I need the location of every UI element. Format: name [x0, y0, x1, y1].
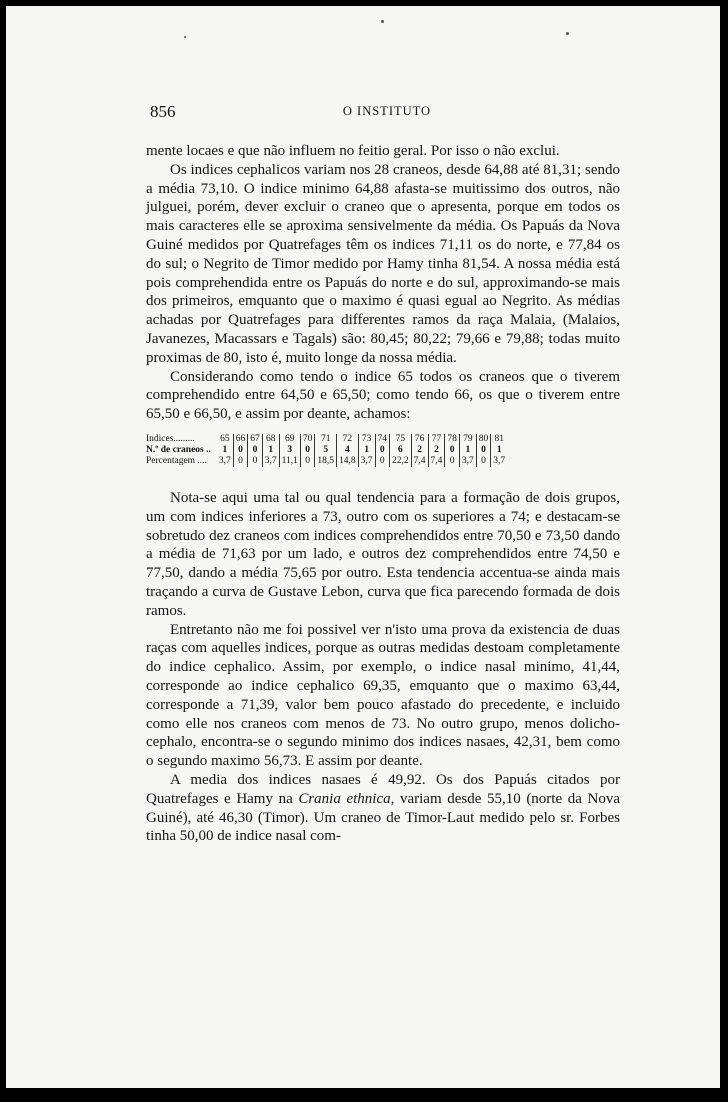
table-cell: 0	[445, 445, 460, 456]
table-cell: 0	[476, 456, 491, 467]
page-header	[150, 102, 624, 124]
table-cell: 5	[315, 445, 337, 456]
row-label: Percentagem ....	[146, 455, 207, 466]
table-cell: 2	[411, 445, 428, 456]
table-cell: 66	[233, 434, 248, 445]
table-cell: 11,1	[279, 456, 300, 467]
table-cell: 0	[233, 456, 248, 467]
table-cell: 3,7	[218, 455, 231, 466]
italic-title: Crania ethnica,	[298, 790, 395, 807]
page-number: 856	[150, 102, 176, 121]
paragraph: Os indices cephalicos variam nos 28 craneos, desde 64,88 até 81,31; sendo a média 73,10. O indice minimo 64,88 afasta-se muitissimo dos outros, não julguei, porém, dever excluir o craneo que o apresenta, porque em todos os mais caracteres elle se aproxima sensivelmente da média. Os Papuás da Nova Guiné medidos por Quatrefages têm os indices 71,11 os do norte, e 77,84 os do sul; o Negrito de Timor medido por Hamy tinha 81,54. A nossa média está pois comprehendida entre os Papuás do norte e do sul, approximando-se mais dos primeiros, emquanto que o maximo é quasi egual ao Negrito. As médias achadas por Quatrefages para differentes ramos da raça Malaia, (Malaios, Javanezes, Macassars e Tagals) são: 80,45; 80,22; 79,66 e 79,88; todas muito proximas de 80, isto é, muito longe da nossa média.	[146, 161, 620, 366]
percentages-row	[146, 456, 507, 467]
body-text	[146, 142, 620, 846]
table-cell: 0	[248, 445, 263, 456]
table-cell: 0	[375, 445, 390, 456]
table-cell: 4	[337, 445, 359, 456]
text-run: A media dos indices nasaes é 49,92. Os dos Papuás citados por Quatrefages e Hamy na	[146, 771, 620, 807]
table-cell: 7,4	[428, 456, 445, 467]
counts-row	[146, 445, 507, 456]
table-cell: 65	[220, 433, 230, 444]
indices-row	[146, 434, 507, 445]
row-label: N.º de craneos ..	[146, 444, 211, 455]
scan-speck	[381, 20, 384, 23]
table-cell: 73	[358, 434, 375, 445]
scan-speck	[566, 32, 569, 35]
running-title: O INSTITUTO	[342, 104, 432, 118]
paragraph: Nota-se aqui uma tal ou qual tendencia para a formação de dois grupos, um com indices inferiores a 73, outro com os superiores a 74; e destacam-se sobretudo dez craneos com indices comprehendidos entre 70,50 e 73,50 dando a média de 71,63 por um lado, e outros dez comprehendidos entre 74,50 e 77,50, dando a média 75,65 por outro. Esta tendencia accentua-se ainda mais traçando a curva de Gustave Lebon, curva que fica parecendo formada de dois ramos.	[146, 489, 620, 619]
paragraph: Considerando como tendo o indice 65 todos os craneos que o tiverem comprehendido entre 64,50 e 65,50; como tendo 66, os que o tiverem entre 65,50 e 66,50, e assim por deante, achamos:	[146, 368, 620, 423]
text-run: variam desde 55,10 (norte da Nova Guiné), até 46,30 (Timor). Um craneo de Timor-Laut medido pelo sr. Forbes tinha 50,00 de indice nasal com-	[146, 790, 620, 845]
table-cell: 79	[459, 434, 476, 445]
table-cell: 18,5	[315, 456, 337, 467]
table-cell: 0	[445, 456, 460, 467]
table-cell: 76	[411, 434, 428, 445]
row-label: Indices.........	[146, 433, 195, 444]
paragraph-last	[146, 771, 620, 846]
table-cell: 75	[390, 434, 412, 445]
table-cell: 0	[375, 456, 390, 467]
table-cell: 1	[459, 445, 476, 456]
table-cell: 0	[233, 445, 248, 456]
table-cell: 3,7	[491, 456, 507, 467]
table-cell: 7,4	[411, 456, 428, 467]
table-cell: 68	[262, 434, 279, 445]
table-cell: 81	[491, 434, 507, 445]
table-cell: 0	[248, 456, 263, 467]
table-cell: 67	[248, 434, 263, 445]
indices-table-wrap	[146, 434, 620, 467]
table-cell: 74	[375, 434, 390, 445]
table-cell: 22,2	[390, 456, 412, 467]
table-cell: 80	[476, 434, 491, 445]
scan-speck	[184, 36, 186, 38]
table-cell: 3,7	[262, 456, 279, 467]
table-cell: 3	[279, 445, 300, 456]
table-cell: 3,7	[358, 456, 375, 467]
table-cell: 72	[337, 434, 359, 445]
table-cell: 0	[300, 445, 315, 456]
table-cell: 3,7	[459, 456, 476, 467]
table-cell: 69	[279, 434, 300, 445]
table-cell: 1	[358, 445, 375, 456]
table-cell: 2	[428, 445, 445, 456]
table-cell: 70	[300, 434, 315, 445]
table-cell: 78	[445, 434, 460, 445]
table-cell: 1	[491, 445, 507, 456]
paragraph: mente locaes e que não influem no feitio geral. Por isso o não exclui.	[146, 143, 560, 159]
table-cell: 14,8	[337, 456, 359, 467]
table-cell: 0	[476, 445, 491, 456]
scanned-page	[6, 6, 720, 1088]
table-cell: 0	[300, 456, 315, 467]
table-cell: 6	[390, 445, 412, 456]
table-cell: 77	[428, 434, 445, 445]
table-cell: 1	[262, 445, 279, 456]
paragraph: Entretanto não me foi possivel ver n'isto uma prova da existencia de duas raças com aquelles indices, porque as outras medidas destoam completamente do indice cephalico. Assim, por exemplo, o indice nasal minimo, 41,44, corresponde ao indice cephalico 69,35, emquanto que o maximo 63,44, corresponde a 71,39, valor bem pouco afastado do precedente, e incluido como elle nos craneos com menos de 73. No outro grupo, menos dolicho-cephalo, encontra-se o segundo minimo dos indices nasaes, 42,31, bem como o segundo maximo 56,73. E assim por deante.	[146, 621, 620, 770]
table-cell: 1	[222, 444, 228, 455]
indices-table	[146, 434, 507, 467]
table-cell: 71	[315, 434, 337, 445]
